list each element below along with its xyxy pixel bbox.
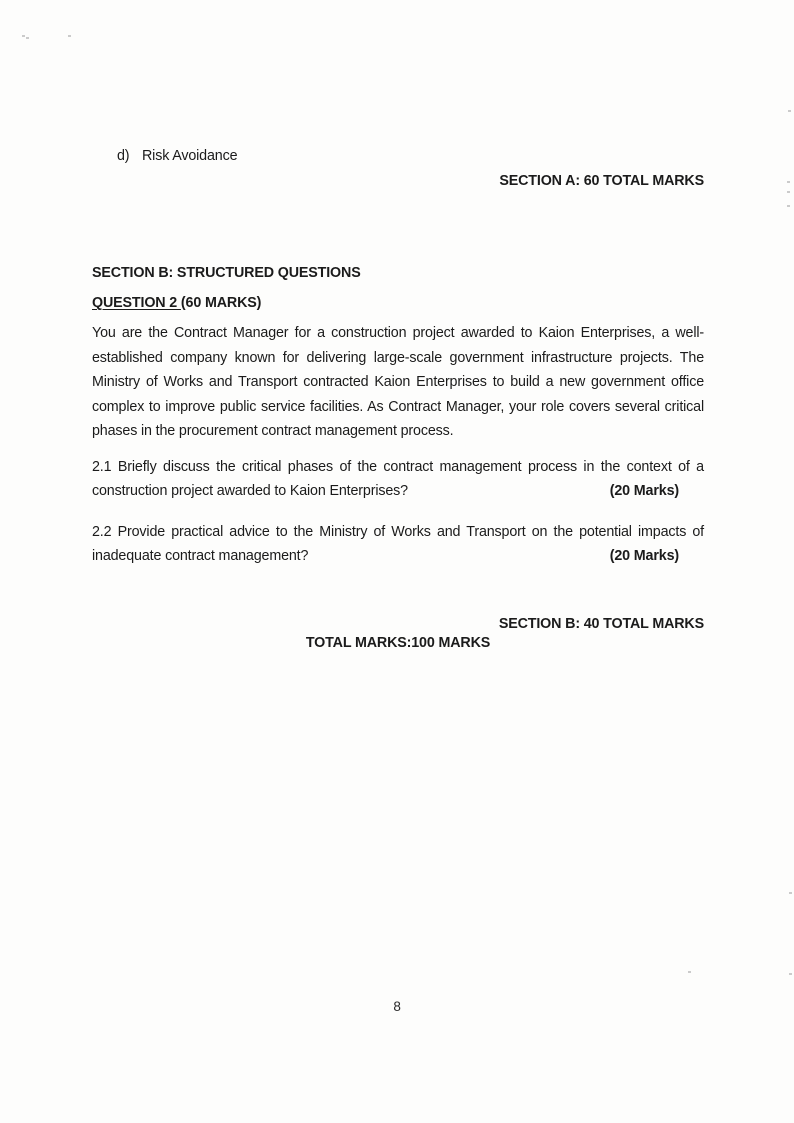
page-number: 8: [393, 999, 401, 1014]
scan-artifact: [789, 892, 792, 894]
scan-artifact: [26, 37, 29, 39]
question-marks: (20 Marks): [609, 548, 679, 564]
question-2-1: [92, 455, 704, 504]
scan-artifact: [688, 971, 691, 973]
question-text: Briefly discuss the critical phases of the contract management process in the context of a construction project awarded to Kaion Enterprises?: [92, 458, 704, 499]
scan-artifact: [789, 973, 792, 975]
section-b-total: SECTION B: 40 TOTAL MARKS: [498, 615, 704, 632]
list-item-label: Risk Avoidance: [142, 148, 238, 164]
scan-artifact: [68, 35, 71, 37]
scan-artifact: [22, 35, 25, 37]
question-number: 2.2: [92, 523, 112, 540]
question-marks: (20 Marks): [609, 483, 679, 499]
question-2-marks: (60 MARKS): [180, 294, 262, 311]
scan-artifact: [787, 181, 790, 183]
list-marker: d): [117, 148, 130, 164]
content-column: [92, 144, 704, 656]
list-item-d: [92, 144, 704, 169]
question-text: Provide practical advice to the Ministry of Works and Transport on the potential impacts of inadequate contract management?: [92, 523, 705, 564]
question-2-2: [92, 520, 704, 569]
scenario-paragraph: You are the Contract Manager for a construction project awarded to Kaion Enterprises, a well-established company known for delivering large-scale government infrastructure projects. The Ministry of Works and Transport contracted Kaion Enterprises to build a new government office complex to improve public service facilities. As Contract Manager, your role covers several critical phases in the procurement contract management process.: [92, 325, 704, 439]
section-b-heading: SECTION B: STRUCTURED QUESTIONS: [92, 265, 361, 281]
section-a-total: SECTION A: 60 TOTAL MARKS: [499, 172, 704, 189]
question-2-title: QUESTION 2: [92, 294, 181, 311]
scan-artifact: [788, 110, 791, 112]
scan-artifact: [787, 205, 790, 207]
scan-artifact: [787, 191, 790, 193]
question-2-heading: [92, 291, 704, 316]
question-number: 2.1: [92, 458, 112, 475]
total-marks-line: TOTAL MARKS:100 MARKS: [305, 635, 491, 651]
